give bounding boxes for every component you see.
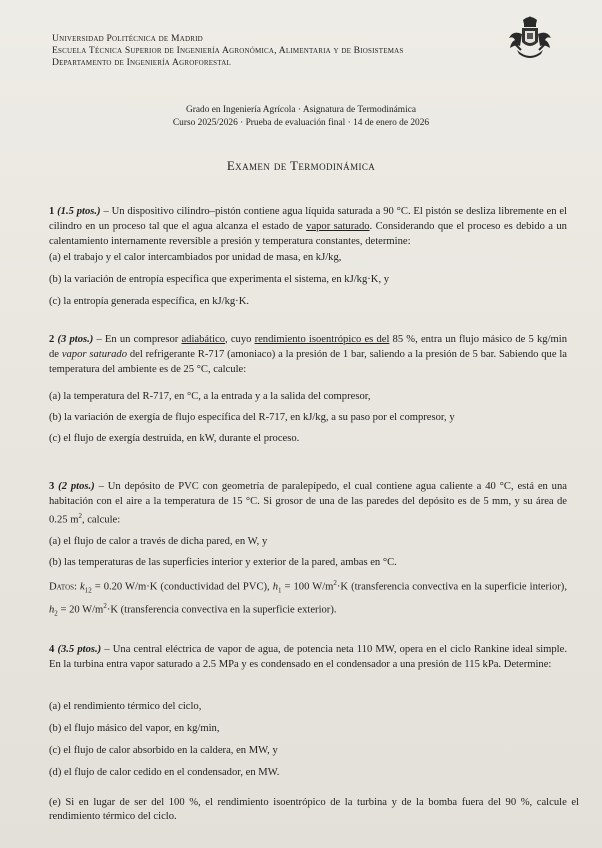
h2-description: ·K (transferencia convectiva en la superficie exterior). [106,604,337,616]
question-3-points: (2 ptos.) [58,481,95,492]
question-1-text-a: – Un dispositivo cilindro–pistón contiene agua líquida saturada a 90 °C. El pistón se desliza libremente en el cilindro en un proceso tal que el agua alcanza el estado de [49,206,567,232]
question-3 [49,479,567,528]
question-3-item-b: (b) las temperaturas de las superficies interior y exterior de la pared, ambas en °C. [49,557,397,568]
question-2-points: (3 ptos.) [57,334,94,345]
data-label: Datos: [49,581,77,593]
question-1-item-a: (a) el trabajo y el calor intercambiados por unidad de masa, en kJ/kg, [49,252,342,263]
question-2-underline-2: rendimiento isoentrópico es del [254,334,390,345]
question-1-points: (1.5 ptos.) [57,206,101,217]
question-1-item-c: (c) la entropía generada específica, en kJ/kg·K. [49,296,250,307]
question-4-statement [49,642,567,672]
question-3-text-2: , calcule: [81,514,121,526]
h1-value: = 100 W/m [281,581,334,593]
question-4-item-a: (a) el rendimiento térmico del ciclo, [49,701,202,712]
question-2-italic: vapor saturado [61,349,128,360]
k-value: = 0.20 W/m·K (conductividad del PVC), [91,581,273,593]
question-1-statement [49,204,567,249]
question-2-number: 2 [49,334,55,345]
question-2-text-2: , cuyo [225,334,255,345]
question-3-data [49,576,567,621]
question-2-item-b: (b) la variación de exergía de flujo específica del R-717, en kJ/kg, a su paso por el compresor, y [49,412,455,423]
question-4 [49,642,567,672]
course-exam-date: Curso 2025/2026 · Prueba de evaluación final · 14 de enero de 2026 [172,118,430,128]
question-2-text-3: 85 %, entra un flujo másico de 5 kg/min de [49,334,567,360]
question-2-item-a: (a) la temperatura del R-717, en °C, a la entrada y a la salida del compresor, [49,391,371,402]
question-2-item-c: (c) el flujo de exergía destruida, en kW, durante el proceso. [49,433,300,444]
course-info [0,104,602,130]
question-3-number: 3 [49,481,55,492]
question-2-text-4: del refrigerante R-717 (amoniaco) a la presión de 1 bar, saliendo a la presión de 5 bar. Sabiendo que la temperatura del ambiente es de 25 °C, calcule: [49,349,567,375]
course-degree: Grado en Ingeniería Agrícola · Asignatura de Termodinámica [185,105,417,115]
question-1 [49,204,567,249]
h2-symbol: h [49,604,55,616]
question-3-statement [49,479,567,528]
h2-subscript: 2 [54,609,58,618]
h2-value: = 20 W/m [57,604,104,616]
h1-symbol: h [272,581,278,593]
question-2-underline-1: adiabático [181,334,226,345]
university-name: Universidad Politécnica de Madrid [52,33,203,44]
question-1-number: 1 [49,206,55,217]
question-1-item-b: (b) la variación de entropía específica que experimenta el sistema, en kJ/kg·K, y [49,274,390,285]
h2-exponent: 2 [103,601,107,610]
question-3-text-1: – Un depósito de PVC con geometría de paralepípedo, el cual contiene agua caliente a 40 °C, está en una habitación con el aire a la temperatura de 15 °C. Si grosor de una de las paredes del depósito es de 5 mm, y su área de 0.25 m [49,481,567,526]
question-4-item-c: (c) el flujo de calor absorbido en la caldera, en MW, y [49,745,278,756]
question-2 [49,332,567,377]
question-3-item-a: (a) el flujo de calor a través de dicha pared, en W, y [49,536,268,547]
institution-header [52,33,482,69]
question-2-text-1: – En un compresor [96,334,182,345]
department-name: Departamento de Ingeniería Agroforestal [52,57,231,68]
k-symbol: k [80,581,85,593]
question-4-number: 4 [49,644,55,655]
h1-description: ·K (transferencia convectiva en la superficie interior), [336,581,567,593]
h1-subscript: 1 [278,586,282,595]
question-1-text-b: . Considerando que el proceso es debido a un calentamiento internamente reversible a presión y temperatura constantes, determine: [49,221,567,247]
question-2-statement [49,332,567,377]
question-4-item-b: (b) el flujo másico del vapor, en kg/min, [49,723,220,734]
question-3-data-text [49,576,567,621]
question-4-item-d: (d) el flujo de calor cedido en el condensador, en MW. [49,767,280,778]
exam-title: Examen de Termodinámica [226,158,376,173]
question-1-underlined: vapor saturado [306,221,370,232]
question-3-area-exponent: 2 [78,512,82,520]
h1-exponent: 2 [333,579,337,587]
school-name: Escuela Técnica Superior de Ingeniería Agronómica, Alimentaria y de Biosistemas [52,45,404,56]
university-crest-icon [505,12,555,64]
k-subscript: 12 [84,586,92,595]
question-4-item-e-text: (e) Si en lugar de ser del 100 %, el rendimiento isoentrópico de la turbina y de la bomba fuera del 90 %, calcule el rendimiento térmico del ciclo. [49,797,579,822]
question-4-item-e [49,796,579,824]
question-4-points: (3.5 ptos.) [57,644,102,655]
question-4-text: – Una central eléctrica de vapor de agua, de potencia neta 110 MW, opera en el ciclo Rankine ideal simple. En la turbina entra vapor saturado a 2.5 MPa y es condensado en el condensador a una presión de 115 kPa. Determine: [49,644,567,670]
